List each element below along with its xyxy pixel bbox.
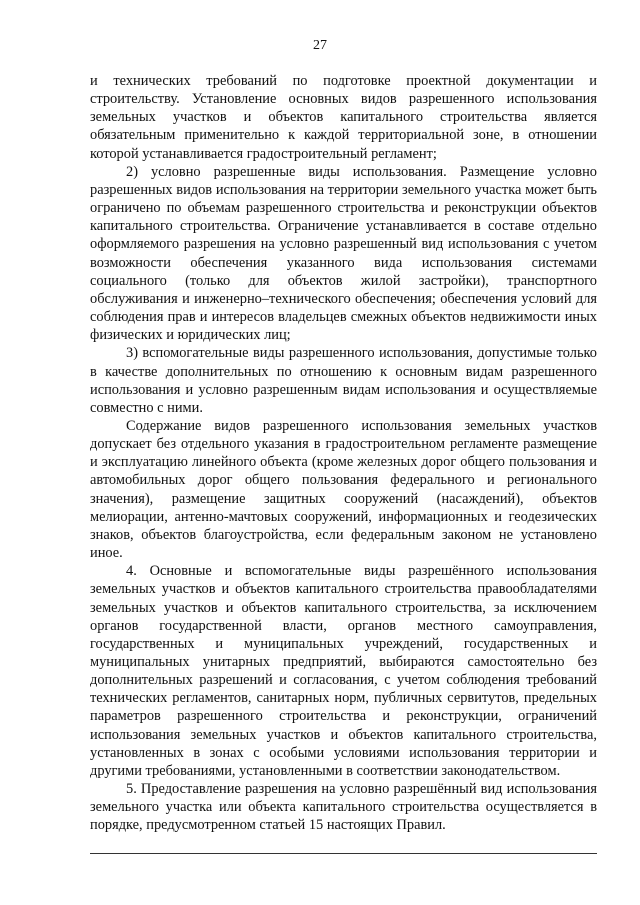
paragraph-5: 4. Основные и вспомогательные виды разрешённого использования земельных участков и объектов капитального строительства правообладателями земельных участков и объектов капитального строительства, за исключением органов государственной власти, органов местного самоуправления, государственных и муниципальных учреждений, государственных и муниципальных унитарных предприятий, выбираются самостоятельно без дополнительных разрешений и согласования, с учетом соблюдения требований технических регламентов, санитарных норм, публичных сервитутов, предельных параметров разрешенного строительства и реконструкции, ограничений использования земельных участков и объектов капитального строительства, установленных в зонах с особыми условиями использования территории и другими требованиями, установленными в соответствии законодательством. [90,563,597,779]
paragraph-2: 2) условно разрешенные виды использования. Размещение условно разрешенных видов использования на территории земельного участка может быть ограничено по объемам разрешенного строительства и реконструкции объектов капитального строительства. Ограничение устанавливается в составе отдельно оформляемого разрешения на условно разрешенный вид использования с учетом возможности обеспечения указанного вида использования системами социального (только для объектов жилой застройки), транспортного обслуживания и инженерно–технического обеспечения; обеспечения условий для соблюдения прав и интересов владельцев смежных объектов недвижимости иных физических и юридических лиц; [90,163,597,344]
footer-rule [90,853,597,854]
paragraph-1: и технических требований по подготовке проектной документации и строительству. Установление основных видов разрешенного использования земельных участков и объектов капитального строительства является обязательным применительно к каждой территориальной зоне, в отношении которой устанавливается градостроительный регламент; [90,73,597,162]
paragraph-4: Содержание видов разрешенного использования земельных участков допускает без отдельного указания в градостроительном регламенте размещение и эксплуатацию линейного объекта (кроме железных дорог общего пользования и автомобильных дорог общего пользования федерального и регионального значения), размещение защитных сооружений (насаждений), объектов мелиорации, антенно-мачтовых сооружений, информационных и геодезических знаков, объектов благоустройства, если федеральным законом не установлено иное. [90,417,597,562]
paragraph-3: 3) вспомогательные виды разрешенного использования, допустимые только в качестве дополнительных по отношению к основным видам разрешенного использования и условно разрешенным видам использования и осуществляемые совместно с ними. [90,345,597,416]
body-text [90,72,597,835]
paragraph-6: 5. Предоставление разрешения на условно разрешённый вид использования земельного участка или объекта капитального строительства осуществляется в порядке, предусмотренном статьей 15 настоящих Правил. [90,781,597,834]
page-number: 27 [313,38,327,53]
